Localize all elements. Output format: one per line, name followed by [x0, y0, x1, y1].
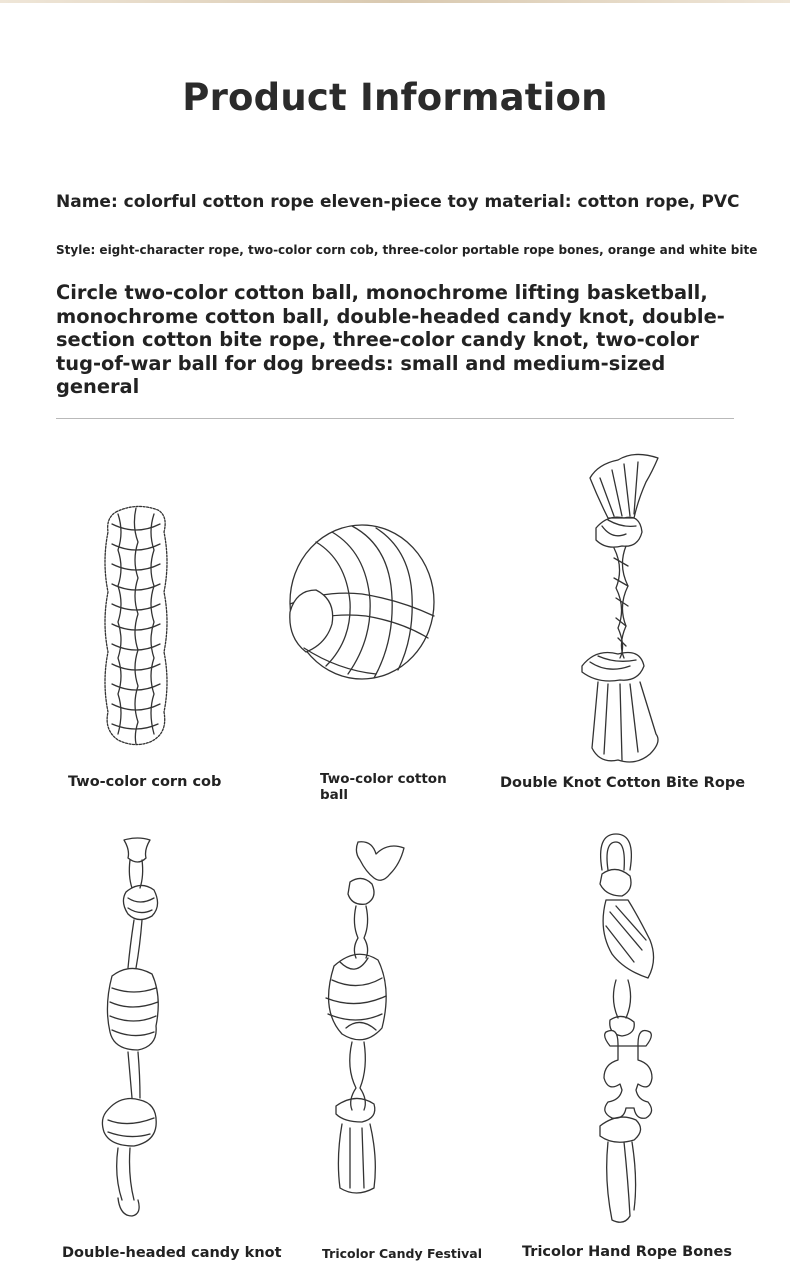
caption-double-knot-rope: Double Knot Cotton Bite Rope — [500, 775, 746, 791]
tricolor-candy-knot-illustration — [316, 838, 408, 1196]
tricolor-rope-bone-illustration — [594, 830, 660, 1226]
double-knot-rope-illustration — [578, 448, 666, 768]
product-style-line: Style: eight-character rope, two-color corn cob, three-color portable rope bones, orange and white bite — [56, 243, 758, 257]
double-headed-candy-knot-illustration — [100, 836, 170, 1220]
cotton-ball-illustration — [286, 520, 438, 682]
section-divider — [56, 418, 734, 419]
caption-double-headed-candy-knot: Double-headed candy knot — [62, 1245, 282, 1261]
caption-cotton-ball: Two-color cotton ball — [320, 771, 447, 803]
top-decor-strip — [0, 0, 790, 3]
product-name-line: Name: colorful cotton rope eleven-piece toy material: cotton rope, PVC — [56, 192, 740, 212]
caption-corn-cob: Two-color corn cob — [68, 774, 222, 790]
caption-tricolor-rope-bones: Tricolor Hand Rope Bones — [522, 1244, 732, 1260]
caption-tricolor-candy: Tricolor Candy Festival — [322, 1246, 483, 1261]
product-description: Circle two-color cotton ball, monochrome lifting basketball, monochrome cotton ball, double-headed candy knot, double-section cotton bite rope, three-color candy knot, two-color tug-of-war ball for dog breeds: small and medium-sized general — [56, 281, 725, 398]
corn-cob-illustration — [98, 502, 174, 748]
page-title: Product Information — [182, 76, 608, 119]
